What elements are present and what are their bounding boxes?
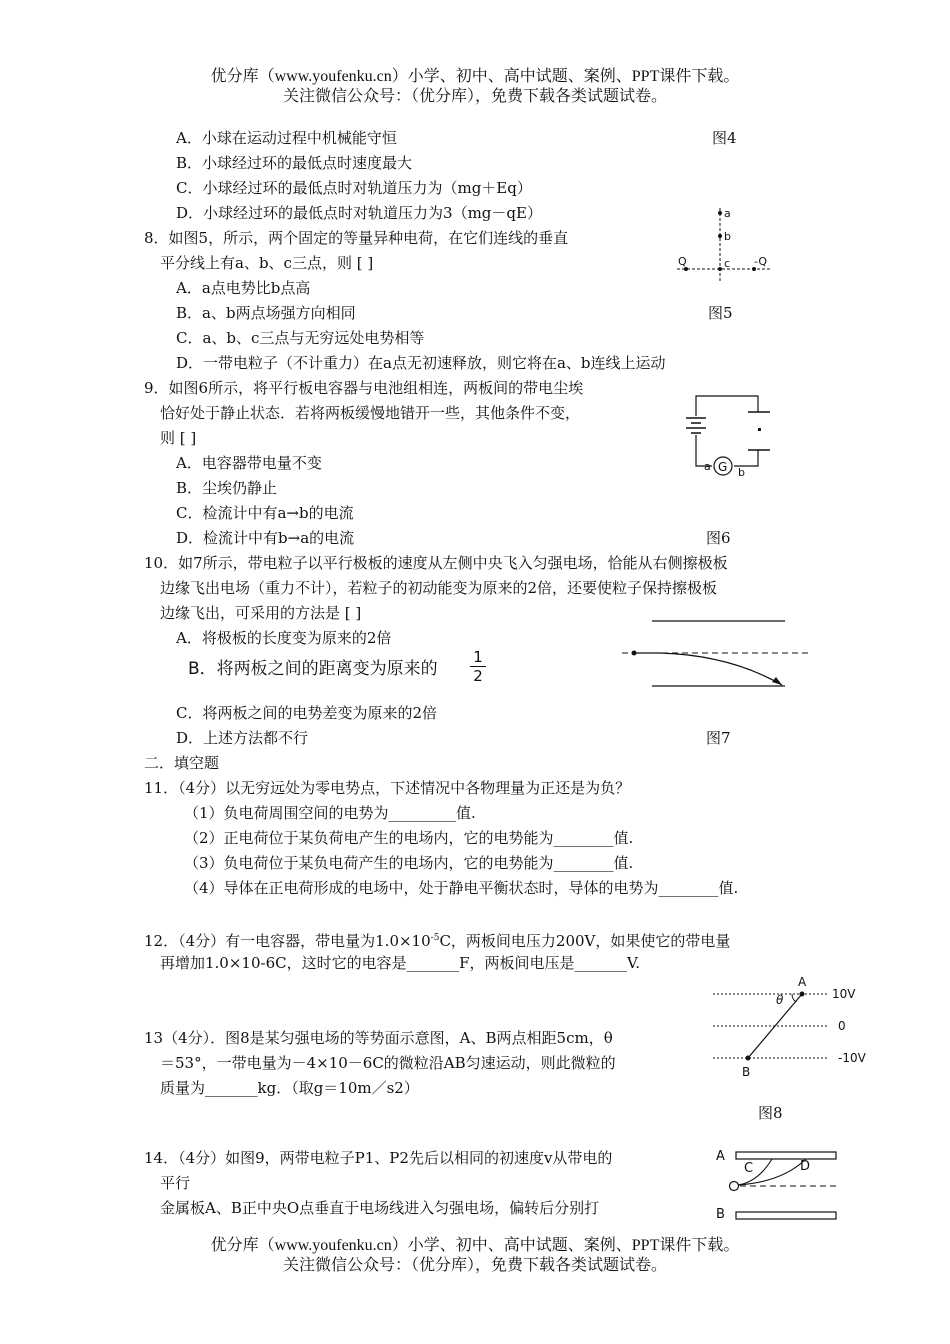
q11-item-1: （1）负电荷周围空间的电势为_________值.	[184, 804, 476, 822]
footer-line-2: 关注微信公众号：（优分库），免费下载各类试题试卷。	[282, 1257, 667, 1274]
fig8-theta: θ	[776, 993, 784, 1007]
figure-7-diagram	[620, 615, 820, 695]
fig9-label-c: C	[744, 1161, 754, 1176]
q10-option-d: D．上述方法都不行	[176, 729, 309, 747]
fig8-label-b: B	[742, 1065, 751, 1079]
q12-line-2: 再增加1.0×10-6C，这时它的电容是_______F，两板间电压是_______V.	[160, 954, 640, 972]
fig9-label-a: A	[716, 1149, 725, 1164]
q9-option-d: D．检流计中有b→a的电流	[176, 529, 355, 547]
q14-line-1: 14．（4分）如图9，两带电粒子P1、P2先后以相同的初速度v从带电的	[144, 1149, 613, 1167]
fraction-denominator: 2	[470, 666, 486, 685]
q13-line-2: ＝53°，一带电量为－4×10－6C的微粒沿AB匀速运动，则此微粒的	[160, 1054, 616, 1072]
fig5-label-q: Q	[678, 255, 687, 268]
fig6-galvanometer: G	[718, 460, 728, 474]
q10-option-b: B．将两板之间的距离变为原来的	[188, 659, 438, 679]
q14-line-2: 平行	[160, 1174, 191, 1192]
q10-stem-line-1: 10．如7所示，带电粒子以平行极板的速度从左侧中央飞入匀强电场，恰能从右侧擦极板	[144, 554, 728, 572]
fig8-potential-0: 0	[838, 1019, 846, 1033]
q10-figure-label: 图7	[706, 729, 731, 747]
q8-figure-label: 图5	[708, 304, 733, 322]
q8-option-d: D．一带电粒子（不计重力）在a点无初速释放，则它将在a、b连线上运动	[176, 354, 666, 372]
q11-item-3: （3）负电荷位于某负电荷产生的电场内，它的电势能为________值.	[184, 854, 634, 872]
q13-line-1: 13（4分）．图8是某匀强电场的等势面示意图，A、B两点相距5cm，θ	[144, 1029, 613, 1047]
q10-option-a: A．将极板的长度变为原来的2倍	[176, 629, 392, 647]
figure-9-diagram	[710, 1142, 850, 1224]
q10-fraction	[470, 648, 486, 685]
q12-line-1-pre: 12．（4分）有一电容器，带电量为1.0×10	[144, 932, 431, 950]
q9-stem-line-3: 则 [ ]	[160, 429, 197, 447]
figure-8-diagram	[708, 972, 883, 1082]
q7-option-a: A．小球在运动过程中机械能守恒	[176, 129, 397, 147]
q9-figure-label: 图6	[706, 529, 731, 547]
fig5-label-a: a	[724, 207, 731, 220]
q10-stem-line-2: 边缘飞出电场（重力不计），若粒子的初动能变为原来的2倍，还要使粒子保持擦极板	[160, 579, 718, 597]
fraction-numerator: 1	[473, 648, 483, 666]
q10-stem-line-3: 边缘飞出，可采用的方法是 [ ]	[160, 604, 362, 622]
q7-option-d: D．小球经过环的最低点时对轨道压力为3（mg－qE）	[176, 204, 542, 222]
q13-figure-label: 图8	[758, 1104, 783, 1122]
q8-option-a: A．a点电势比b点高	[176, 279, 311, 297]
q8-option-c: C．a、b、c三点与无穷远处电势相等	[176, 329, 425, 347]
q8-stem-line-2: 平分线上有a、b、c三点，则 [ ]	[160, 254, 374, 272]
q11-item-4: （4）导体在正电荷形成的电场中，处于静电平衡状态时，导体的电势为________值.	[184, 879, 739, 897]
fig9-label-b: B	[716, 1207, 725, 1222]
q9-option-b: B．尘埃仍静止	[176, 479, 278, 497]
q9-option-c: C．检流计中有a→b的电流	[176, 504, 354, 522]
q12-line-1-post: C，两板间电压力200V，如果使它的带电量	[439, 932, 731, 950]
q9-stem-line-1: 9．如图6所示，将平行板电容器与电池组相连，两板间的带电尘埃	[144, 379, 584, 397]
q7-option-c: C．小球经过环的最低点时对轨道压力为（mg＋Eq）	[176, 179, 532, 197]
fig8-potential-neg-10v: -10V	[838, 1051, 866, 1065]
figure-5-diagram	[672, 203, 782, 293]
q7-option-b: B．小球经过环的最低点时速度最大	[176, 154, 413, 172]
header-line-2: 关注微信公众号：（优分库），免费下载各类试题试卷。	[282, 88, 667, 105]
fig6-label-a: a	[704, 460, 711, 473]
fig8-potential-10v: 10V	[832, 987, 856, 1001]
header-line-1: 优分库（www.youfenku.cn）小学、初中、高中试题、案例、PPT课件下载。	[210, 68, 740, 85]
q10-option-c: C．将两板之间的电势差变为原来的2倍	[176, 704, 438, 722]
q12-exponent: -5	[430, 933, 440, 943]
q13-line-3: 质量为_______kg．（取g＝10m／s2）	[160, 1079, 419, 1097]
fig9-label-d: D	[800, 1159, 811, 1174]
q9-stem-line-2: 恰好处于静止状态．若将两板缓慢地错开一些，其他条件不变，	[160, 404, 581, 422]
q9-option-a: A．电容器带电量不变	[176, 454, 322, 472]
q8-option-b: B．a、b两点场强方向相同	[176, 304, 356, 322]
q12-line-1	[144, 928, 730, 951]
q11-item-2: （2）正电荷位于某负荷电产生的电场内，它的电势能为________值.	[184, 829, 634, 847]
q7-figure-label: 图4	[712, 129, 737, 147]
figure-6-circuit	[682, 388, 782, 488]
q11-stem: 11．（4分）以无穷远处为零电势点，下述情况中各物理量为正还是为负？	[144, 779, 631, 797]
q8-stem-line-1: 8．如图5，所示，两个固定的等量异种电荷，在它们连线的垂直	[144, 229, 569, 247]
q14-line-3: 金属板A、B正中央O点垂直于电场线进入匀强电场，偏转后分别打	[160, 1199, 600, 1217]
fig6-label-b: b	[738, 466, 745, 479]
footer-line-1: 优分库（www.youfenku.cn）小学、初中、高中试题、案例、PPT课件下载。	[210, 1237, 740, 1254]
fig8-label-a: A	[798, 975, 807, 989]
fig5-label-b: b	[724, 230, 731, 243]
fig5-label-neg-q: -Q	[754, 255, 768, 268]
section-2-title: 二．填空题	[144, 754, 220, 772]
fig5-label-c: c	[724, 257, 731, 270]
